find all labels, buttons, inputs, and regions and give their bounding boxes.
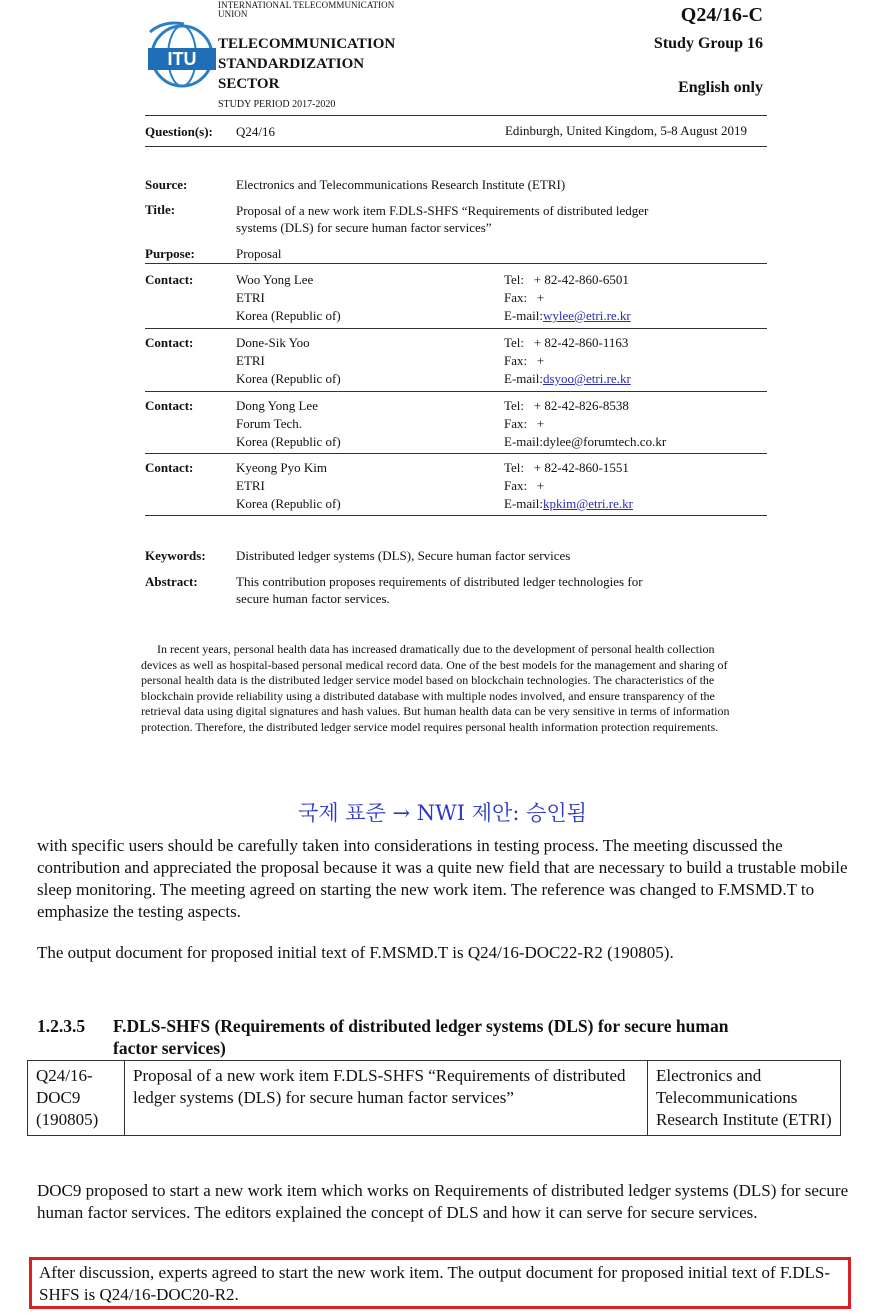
divider bbox=[145, 146, 767, 147]
contact-name: Done-Sik Yoo bbox=[236, 335, 310, 350]
contact-country: Korea (Republic of) bbox=[236, 308, 341, 323]
contact-name: Woo Yong Lee bbox=[236, 272, 314, 287]
report-paragraph: The output document for proposed initial text of F.MSMD.T is Q24/16-DOC22-R2 (190805). bbox=[37, 943, 674, 962]
contact-country: Korea (Republic of) bbox=[236, 371, 341, 386]
document-table bbox=[27, 1060, 841, 1136]
abstract-label: Abstract: bbox=[145, 574, 198, 589]
contact-email-link[interactable]: kpkim@etri.re.kr bbox=[543, 496, 633, 511]
contact-org: ETRI bbox=[236, 353, 265, 368]
contact-name: Kyeong Pyo Kim bbox=[236, 460, 327, 475]
language-note: English only bbox=[678, 79, 763, 96]
itu-logo bbox=[144, 18, 220, 90]
contact-block: Contact: Kyeong Pyo Kim ETRI Korea (Republic of) Tel: + 82-42-860-1551 Fax: + E-mail:kpkim@etri.re.kr bbox=[145, 460, 633, 511]
meeting-location-date: Edinburgh, United Kingdom, 5-8 August 2019 bbox=[504, 123, 747, 138]
contact-tel: + 82-42-860-6501 bbox=[533, 272, 629, 287]
section-number: 1.2.3.5 bbox=[37, 1016, 86, 1036]
contact-block: Contact: Done-Sik Yoo ETRI Korea (Republic of) Tel: + 82-42-860-1163 Fax: + E-mail:dsyoo@etri.re.kr bbox=[145, 335, 631, 386]
contact-org: Forum Tech. bbox=[236, 416, 303, 431]
itu-logo-text: ITU bbox=[167, 49, 197, 69]
contact-email-link[interactable]: dsyoo@etri.re.kr bbox=[543, 371, 631, 386]
contact-email: dylee@forumtech.co.kr bbox=[543, 434, 667, 449]
source-label: Source: bbox=[145, 177, 188, 192]
title-label: Title: bbox=[145, 202, 176, 217]
abstract-value: This contribution proposes requirements of distributed ledger technologies for secure human factor services. bbox=[236, 574, 643, 606]
question-value: Q24/16 bbox=[236, 124, 275, 139]
report-paragraph: with specific users should be carefully taken into considerations in testing process. The meeting discussed the contribution and appreciated the proposal because it was a quite new field that are necessary to build a trustable mobile sleep monitoring. The meeting agreed on starting the new work item. The reference was changed to F.MSMD.T to emphasize the testing aspects. bbox=[37, 836, 848, 921]
contact-block: Contact: Woo Yong Lee ETRI Korea (Republic of) Tel: + 82-42-860-6501 Fax: + E-mail:wylee@etri.re.kr bbox=[145, 272, 631, 323]
source-value: Electronics and Telecommunications Research Institute (ETRI) bbox=[236, 177, 566, 192]
table-cell-title: Proposal of a new work item F.DLS-SHFS “Requirements of distributed ledger systems (DLS) for secure human factor services” bbox=[125, 1061, 648, 1136]
contact-tel: + 82-42-860-1163 bbox=[533, 335, 629, 350]
report-paragraph-highlighted: After discussion, experts agreed to start the new work item. The output document for proposed initial text of F.DLS-SHFS is Q24/16-DOC20-R2. bbox=[39, 1263, 831, 1304]
section-heading: 1.2.3.5 F.DLS-SHFS (Requirements of distributed ledger systems (DLS) for secure human factor services) bbox=[37, 1016, 729, 1058]
intro-paragraph: In recent years, personal health data has increased dramatically due to the development of personal health collection devices as well as hospital-based personal medical record data. One of the best models for the management and sharing of personal health data is the distributed ledger service model based on blockchain technologies. The characteristics of the blockchain provide reliability using a distributed database with multiple nodes involved, and ensure transparency of the retrieval data using digital signatures and hash values. But human health data can be very sensitive in terms of information protection. Therefore, the distributed ledger service model requires personal health information protection requirements. bbox=[141, 642, 730, 734]
divider bbox=[145, 328, 767, 329]
divider bbox=[145, 515, 767, 516]
contact-block: Contact: Dong Yong Lee Forum Tech. Korea (Republic of) Tel: + 82-42-826-8538 Fax: + E-mail:dylee@forumtech.co.kr bbox=[145, 398, 667, 449]
contact-org: ETRI bbox=[236, 290, 265, 305]
contact-country: Korea (Republic of) bbox=[236, 496, 341, 511]
approval-banner: 국제 표준 → NWI 제안: 승인됨 bbox=[298, 801, 587, 825]
table-cell-doc-id: Q24/16-DOC9 (190805) bbox=[28, 1061, 125, 1136]
contact-tel: + 82-42-860-1551 bbox=[533, 460, 629, 475]
table-row bbox=[28, 1061, 841, 1136]
org-name: INTERNATIONAL TELECOMMUNICATION UNION bbox=[218, 0, 395, 19]
table-cell-source: Electronics and Telecommunications Research Institute (ETRI) bbox=[648, 1061, 841, 1136]
contact-tel: + 82-42-826-8538 bbox=[533, 398, 629, 413]
keywords-label: Keywords: bbox=[145, 548, 206, 563]
report-paragraph: DOC9 proposed to start a new work item which works on Requirements of distributed ledger systems (DLS) for secure human factor services. The editors explained the concept of DLS and how it can serve for secure services. bbox=[37, 1181, 849, 1222]
contact-email-link[interactable]: wylee@etri.re.kr bbox=[543, 308, 631, 323]
keywords-value: Distributed ledger systems (DLS), Secure human factor services bbox=[236, 548, 571, 563]
contact-country: Korea (Republic of) bbox=[236, 434, 341, 449]
divider bbox=[145, 263, 767, 264]
title-value: Proposal of a new work item F.DLS-SHFS “Requirements of distributed ledger systems (DLS) for secure human factor services” bbox=[236, 203, 649, 235]
contact-org: ETRI bbox=[236, 478, 265, 493]
divider bbox=[145, 453, 767, 454]
question-label: Question(s): bbox=[145, 124, 213, 139]
study-period: STUDY PERIOD 2017-2020 bbox=[218, 99, 336, 110]
study-group: Study Group 16 bbox=[653, 35, 763, 52]
sector-name: TELECOMMUNICATION STANDARDIZATION SECTOR bbox=[218, 36, 396, 92]
divider bbox=[145, 391, 767, 392]
purpose-label: Purpose: bbox=[145, 246, 195, 261]
contact-name: Dong Yong Lee bbox=[236, 398, 318, 413]
document-number: Q24/16-C bbox=[680, 4, 763, 26]
header-divider bbox=[145, 115, 767, 116]
purpose-value: Proposal bbox=[236, 246, 282, 261]
